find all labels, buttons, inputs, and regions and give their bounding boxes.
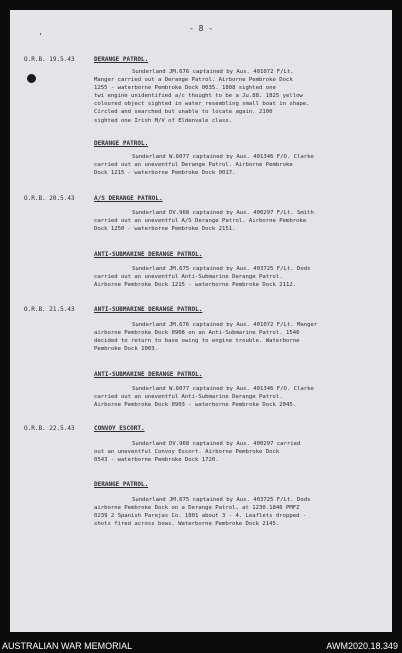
page-number: - 8 -	[188, 24, 214, 33]
entry-line: 0543 - waterborne Pembroke Dock 1720.	[94, 457, 219, 464]
entry-body	[94, 321, 384, 353]
entry-line: Sunderland W.6077 captained by Aus. 401346 F/O. Clarke	[132, 154, 314, 160]
entry-date: O.R.B. 21.5.43	[24, 306, 75, 313]
entry-heading: DERANGE PATROL.	[94, 140, 149, 147]
entry-line: coloured object sighted in water resembling small boat in shape.	[94, 101, 310, 108]
entry-line: decided to return to base owing to engine trouble. Waterborne	[94, 338, 300, 345]
entry-line: Airborne Pembroke Dock 0903 - waterborne Pembroke Dock 2045.	[94, 402, 297, 409]
entry-line: airborne Pembroke Dock on a Derange Patrol, at 1230.1846 PMFZ	[94, 505, 300, 512]
entry-body	[94, 209, 384, 233]
entry-heading: DERANGE PATROL.	[94, 56, 149, 63]
entry-line: carried out an uneventful Derange Patrol. Airborne Pembroke	[94, 162, 293, 169]
entry-line: Sunderland JM.675 captained by Aus. 403725 F/Lt. Dods	[132, 497, 311, 503]
entry-date: O.R.B. 20.5.43	[24, 195, 75, 202]
entry-heading: A/S DERANGE PATROL.	[94, 195, 163, 202]
entry-line: carried out an uneventful A/S Derange Patrol. Airborne Pembroke	[94, 218, 307, 225]
entry-heading: DERANGE PATROL.	[94, 481, 149, 488]
entry-body	[94, 496, 384, 528]
entry-line: shots fired across bows. Waterborne Pembroke Dock 2145.	[94, 521, 280, 528]
entry-line: Circled and searched but unable to locate again. 2100	[94, 109, 273, 116]
entry-line: 0239 2 Spanish Parejas Co. 1801 about 3 - 4. Leaflets dropped -	[94, 513, 307, 520]
entry-line: Sunderland JM.676 captained by Aus. 401072 F/Lt.	[132, 69, 294, 75]
catalogue-number: AWM2020.18.349	[326, 641, 398, 651]
entry-line: Dock 1250 - waterborne Pembroke Dock 2151.	[94, 226, 236, 233]
entry-line: Airborne Pembroke Dock 1215 - waterborne Pembroke Dock 2112.	[94, 282, 297, 289]
entry-heading: ANTI-SUBMARINE DERANGE PATROL.	[94, 251, 203, 258]
entry-line: Sunderland JM.675 captained by Aus. 403725 F/Lt. Dods	[132, 266, 311, 272]
entry-heading: ANTI-SUBMARINE DERANGE PATROL.	[94, 306, 203, 313]
entry-line: Sunderland JM.676 captained by Aus. 401072 F/Lt. Manger	[132, 322, 318, 328]
institution-name: AUSTRALIAN WAR MEMORIAL	[2, 641, 133, 651]
page-mark: '	[38, 32, 43, 41]
entry-body	[94, 440, 384, 464]
entry-date: O.R.B. 19.5.43	[24, 56, 75, 63]
entry-line: Sunderland W.6077 captained by Aus. 401346 F/O. Clarke	[132, 386, 314, 392]
entry-body	[94, 385, 384, 409]
entry-line: out an uneventful Convoy Escort. Airborne Pembroke Dock	[94, 449, 280, 456]
entry-line: carried out an uneventful Anti-Submarine Derange Patrol.	[94, 394, 283, 401]
entry-line: Pembroke Dock 1003.	[94, 346, 158, 353]
entry-line: 1255 - waterborne Pembroke Dock 0035. 1808 sighted one	[94, 85, 276, 92]
punch-hole	[27, 74, 36, 83]
entry-body	[94, 265, 384, 289]
entry-line: airborne Pembroke Dock 0908 on an Anti-Submarine Patrol. 1546	[94, 330, 300, 337]
entry-line: twi engine unidentified a/c thought to be a Ju.88. 1825 yellow	[94, 93, 303, 100]
entry-line: Sunderland DV.968 captained by Aus. 400297 F/Lt. Smith	[132, 210, 314, 216]
entry-heading: CONVOY ESCORT.	[94, 425, 145, 432]
entry-line: sighted one Irish M/V of Eldenvale class.	[94, 117, 233, 124]
entry-line: Manger carried out a Derange Patrol. Airborne Pembroke Dock	[94, 77, 293, 84]
entry-date: O.R.B. 22.5.43	[24, 425, 75, 432]
entry-line: Dock 1215 - waterborne Pembroke Dock 0017.	[94, 170, 236, 177]
entry-line: Sunderland DV.968 captained by Aus. 400297 carried	[132, 441, 301, 447]
entry-body	[94, 68, 384, 125]
entry-heading: ANTI-SUBMARINE DERANGE PATROL.	[94, 371, 203, 378]
document-page	[10, 10, 392, 632]
entry-line: carried out an uneventful Anti-Submarine Derange Patrol.	[94, 274, 283, 281]
archive-footer	[0, 637, 402, 653]
entry-body	[94, 153, 384, 177]
